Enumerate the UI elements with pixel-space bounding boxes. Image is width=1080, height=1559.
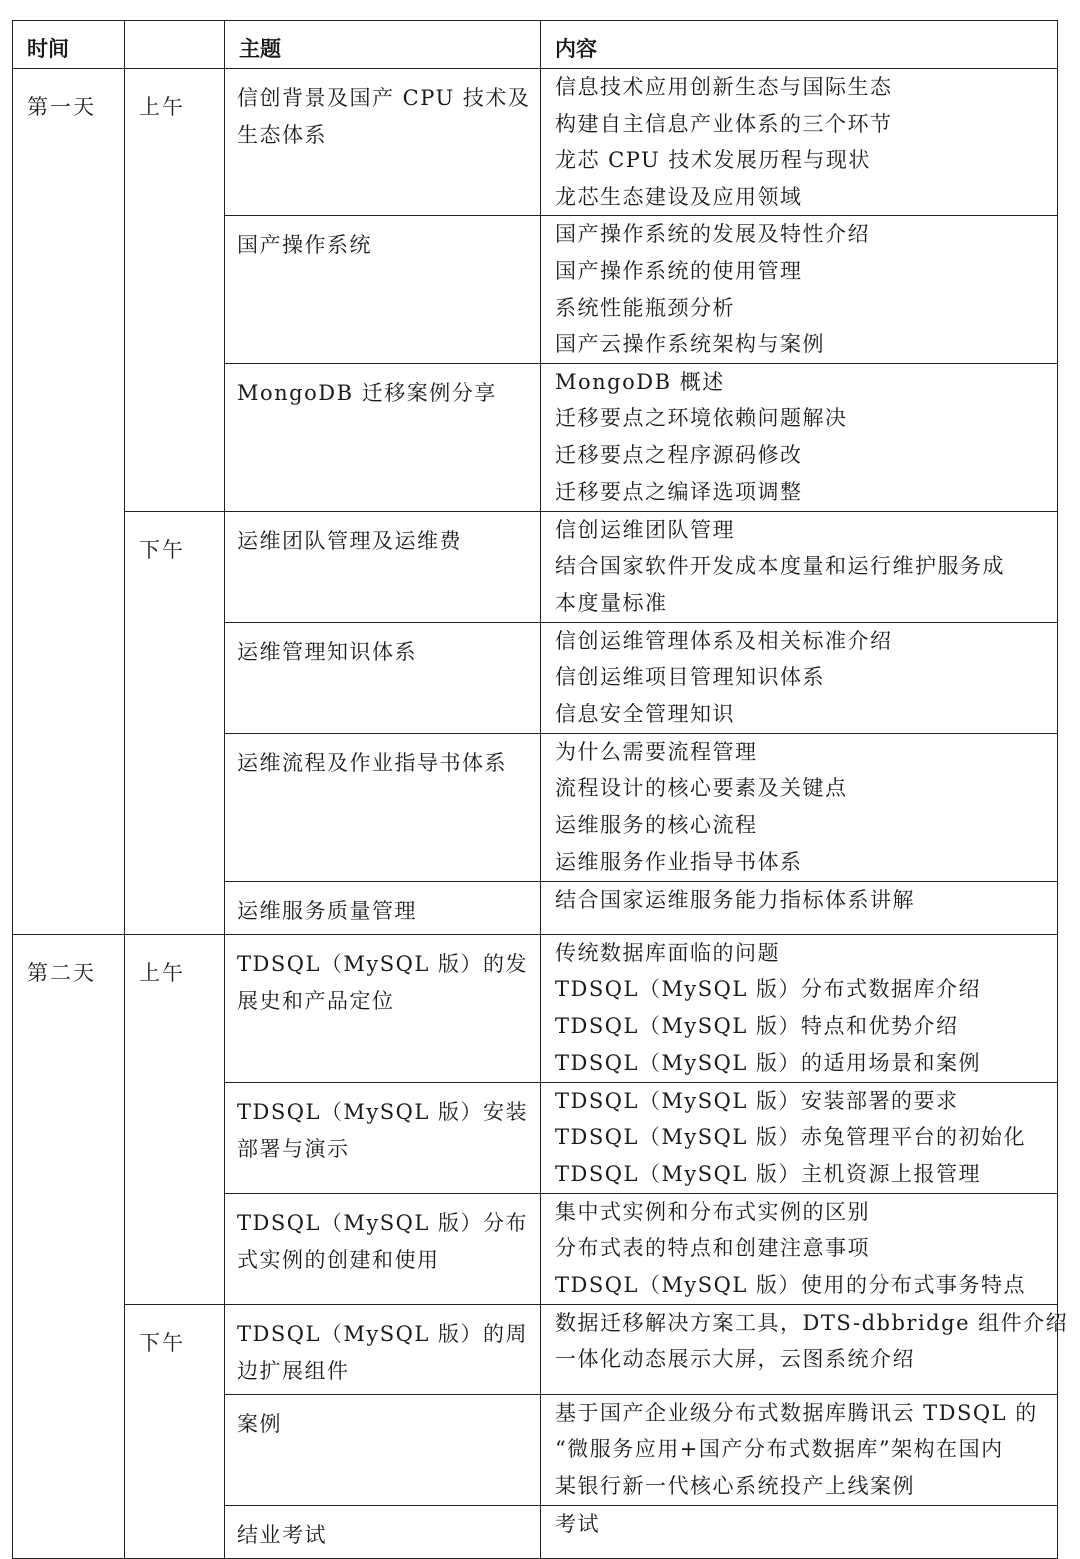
- content-line: 构建自主信息产业体系的三个环节: [555, 111, 893, 136]
- content-cell: [541, 1304, 1069, 1394]
- content-line: 系统性能瓶颈分析: [555, 295, 735, 320]
- topic-text: 结业考试: [237, 1522, 327, 1547]
- content-line: 运维服务作业指导书体系: [555, 849, 803, 874]
- content-line: TDSQL（MySQL 版）特点和优势介绍: [555, 1013, 959, 1038]
- content-line: TDSQL（MySQL 版）分布式数据库介绍: [555, 977, 981, 1002]
- topic-text: 运维管理知识体系: [237, 639, 417, 664]
- topic-cell: [225, 733, 541, 881]
- content-cell: [541, 881, 1058, 934]
- content-line: 集中式实例和分布式实例的区别: [555, 1199, 870, 1224]
- topic-text: 运维流程及作业指导书体系: [237, 750, 507, 775]
- content-line: 结合国家运维服务能力指标体系讲解: [555, 887, 915, 912]
- header-blank: [125, 21, 225, 69]
- content-cell: [541, 622, 1058, 733]
- period-label: 上午: [125, 934, 225, 1304]
- topic-cell: [225, 1082, 541, 1193]
- topic-text: 运维服务质量管理: [237, 898, 417, 923]
- content-line: 运维服务的核心流程: [555, 812, 758, 837]
- content-line: 信息安全管理知识: [555, 701, 735, 726]
- topic-text: 国产操作系统: [237, 233, 372, 258]
- content-line: 信创运维管理体系及相关标准介绍: [555, 628, 893, 653]
- content-line: TDSQL（MySQL 版）使用的分布式事务特点: [555, 1272, 1026, 1297]
- content-cell: [541, 363, 1058, 511]
- schedule-body: [13, 69, 1069, 1559]
- day-label: 第一天: [13, 69, 125, 935]
- header-row: [13, 21, 1058, 69]
- content-line: 信息技术应用创新生态与国际生态: [555, 75, 893, 99]
- topic-cell: [225, 934, 541, 1082]
- content-cell: [541, 934, 1058, 1082]
- schedule-table: [12, 20, 1069, 1559]
- topic-cell: [225, 881, 541, 934]
- content-cell: [541, 1082, 1058, 1193]
- content-line: 龙芯生态建设及应用领域: [555, 184, 803, 209]
- content-line: TDSQL（MySQL 版）主机资源上报管理: [555, 1161, 981, 1186]
- content-line: 国产操作系统的发展及特性介绍: [555, 222, 870, 247]
- content-line: TDSQL（MySQL 版）的适用场景和案例: [555, 1050, 981, 1075]
- table-row: [13, 934, 1058, 1082]
- topic-cell: [225, 216, 541, 363]
- content-line: “微服务应用+国产分布式数据库”架构在国内: [555, 1437, 1004, 1462]
- topic-cell: [225, 1505, 541, 1558]
- content-line: 迁移要点之程序源码修改: [555, 442, 803, 467]
- content-line: 信创运维项目管理知识体系: [555, 665, 825, 690]
- content-cell: [541, 216, 1058, 363]
- period-label: 下午: [125, 511, 225, 934]
- content-line: TDSQL（MySQL 版）赤兔管理平台的初始化: [555, 1125, 1026, 1150]
- topic-text: TDSQL（MySQL 版）分布式实例的创建和使用: [237, 1210, 528, 1272]
- content-line: 传统数据库面临的问题: [555, 940, 780, 965]
- table-row: [13, 69, 1058, 216]
- content-cell: [541, 1394, 1058, 1505]
- content-cell: [541, 511, 1058, 622]
- header-topic: 主题: [225, 21, 541, 69]
- content-cell: [541, 1193, 1058, 1304]
- topic-cell: [225, 622, 541, 733]
- content-cell: [541, 1505, 1058, 1558]
- period-label: 上午: [125, 69, 225, 512]
- content-line: 迁移要点之编译选项调整: [555, 479, 803, 504]
- topic-text: TDSQL（MySQL 版）安装部署与演示: [237, 1099, 528, 1161]
- topic-cell: [225, 1304, 541, 1394]
- content-line: 分布式表的特点和创建注意事项: [555, 1236, 870, 1261]
- content-line: 国产操作系统的使用管理: [555, 258, 803, 283]
- content-line: 流程设计的核心要素及关键点: [555, 776, 848, 801]
- header-time: 时间: [13, 21, 125, 69]
- topic-cell: [225, 511, 541, 622]
- content-line: 考试: [555, 1511, 600, 1536]
- topic-cell: [225, 363, 541, 511]
- content-line: MongoDB 概述: [555, 369, 725, 394]
- topic-text: 案例: [237, 1411, 282, 1436]
- content-line: 数据迁移解决方案工具，DTS-dbbridge 组件介绍: [555, 1310, 1069, 1335]
- header-content: 内容: [541, 21, 1058, 69]
- content-line: 迁移要点之环境依赖问题解决: [555, 406, 848, 431]
- topic-cell: [225, 1193, 541, 1304]
- content-line: 本度量标准: [555, 590, 668, 615]
- topic-text: TDSQL（MySQL 版）的发展史和产品定位: [237, 951, 528, 1013]
- topic-text: 运维团队管理及运维费: [237, 528, 462, 553]
- day-label: 第二天: [13, 934, 125, 1558]
- table-row: [13, 1304, 1058, 1394]
- period-label: 下午: [125, 1304, 225, 1558]
- topic-cell: [225, 69, 541, 216]
- content-line: 一体化动态展示大屏，云图系统介绍: [555, 1347, 915, 1372]
- table-row: [13, 511, 1058, 622]
- content-cell: [541, 733, 1058, 881]
- content-line: 龙芯 CPU 技术发展历程与现状: [555, 148, 871, 173]
- topic-text: 信创背景及国产 CPU 技术及生态体系: [237, 86, 531, 147]
- content-line: TDSQL（MySQL 版）安装部署的要求: [555, 1088, 959, 1113]
- topic-text: MongoDB 迁移案例分享: [237, 380, 497, 405]
- content-cell: [541, 69, 1058, 216]
- topic-cell: [225, 1394, 541, 1505]
- topic-text: TDSQL（MySQL 版）的周边扩展组件: [237, 1321, 528, 1383]
- content-line: 为什么需要流程管理: [555, 739, 758, 764]
- content-line: 基于国产企业级分布式数据库腾讯云 TDSQL 的: [555, 1400, 1038, 1425]
- content-line: 国产云操作系统架构与案例: [555, 332, 825, 357]
- content-line: 信创运维团队管理: [555, 517, 735, 542]
- content-line: 某银行新一代核心系统投产上线案例: [555, 1473, 915, 1498]
- content-line: 结合国家软件开发成本度量和运行维护服务成: [555, 554, 1005, 579]
